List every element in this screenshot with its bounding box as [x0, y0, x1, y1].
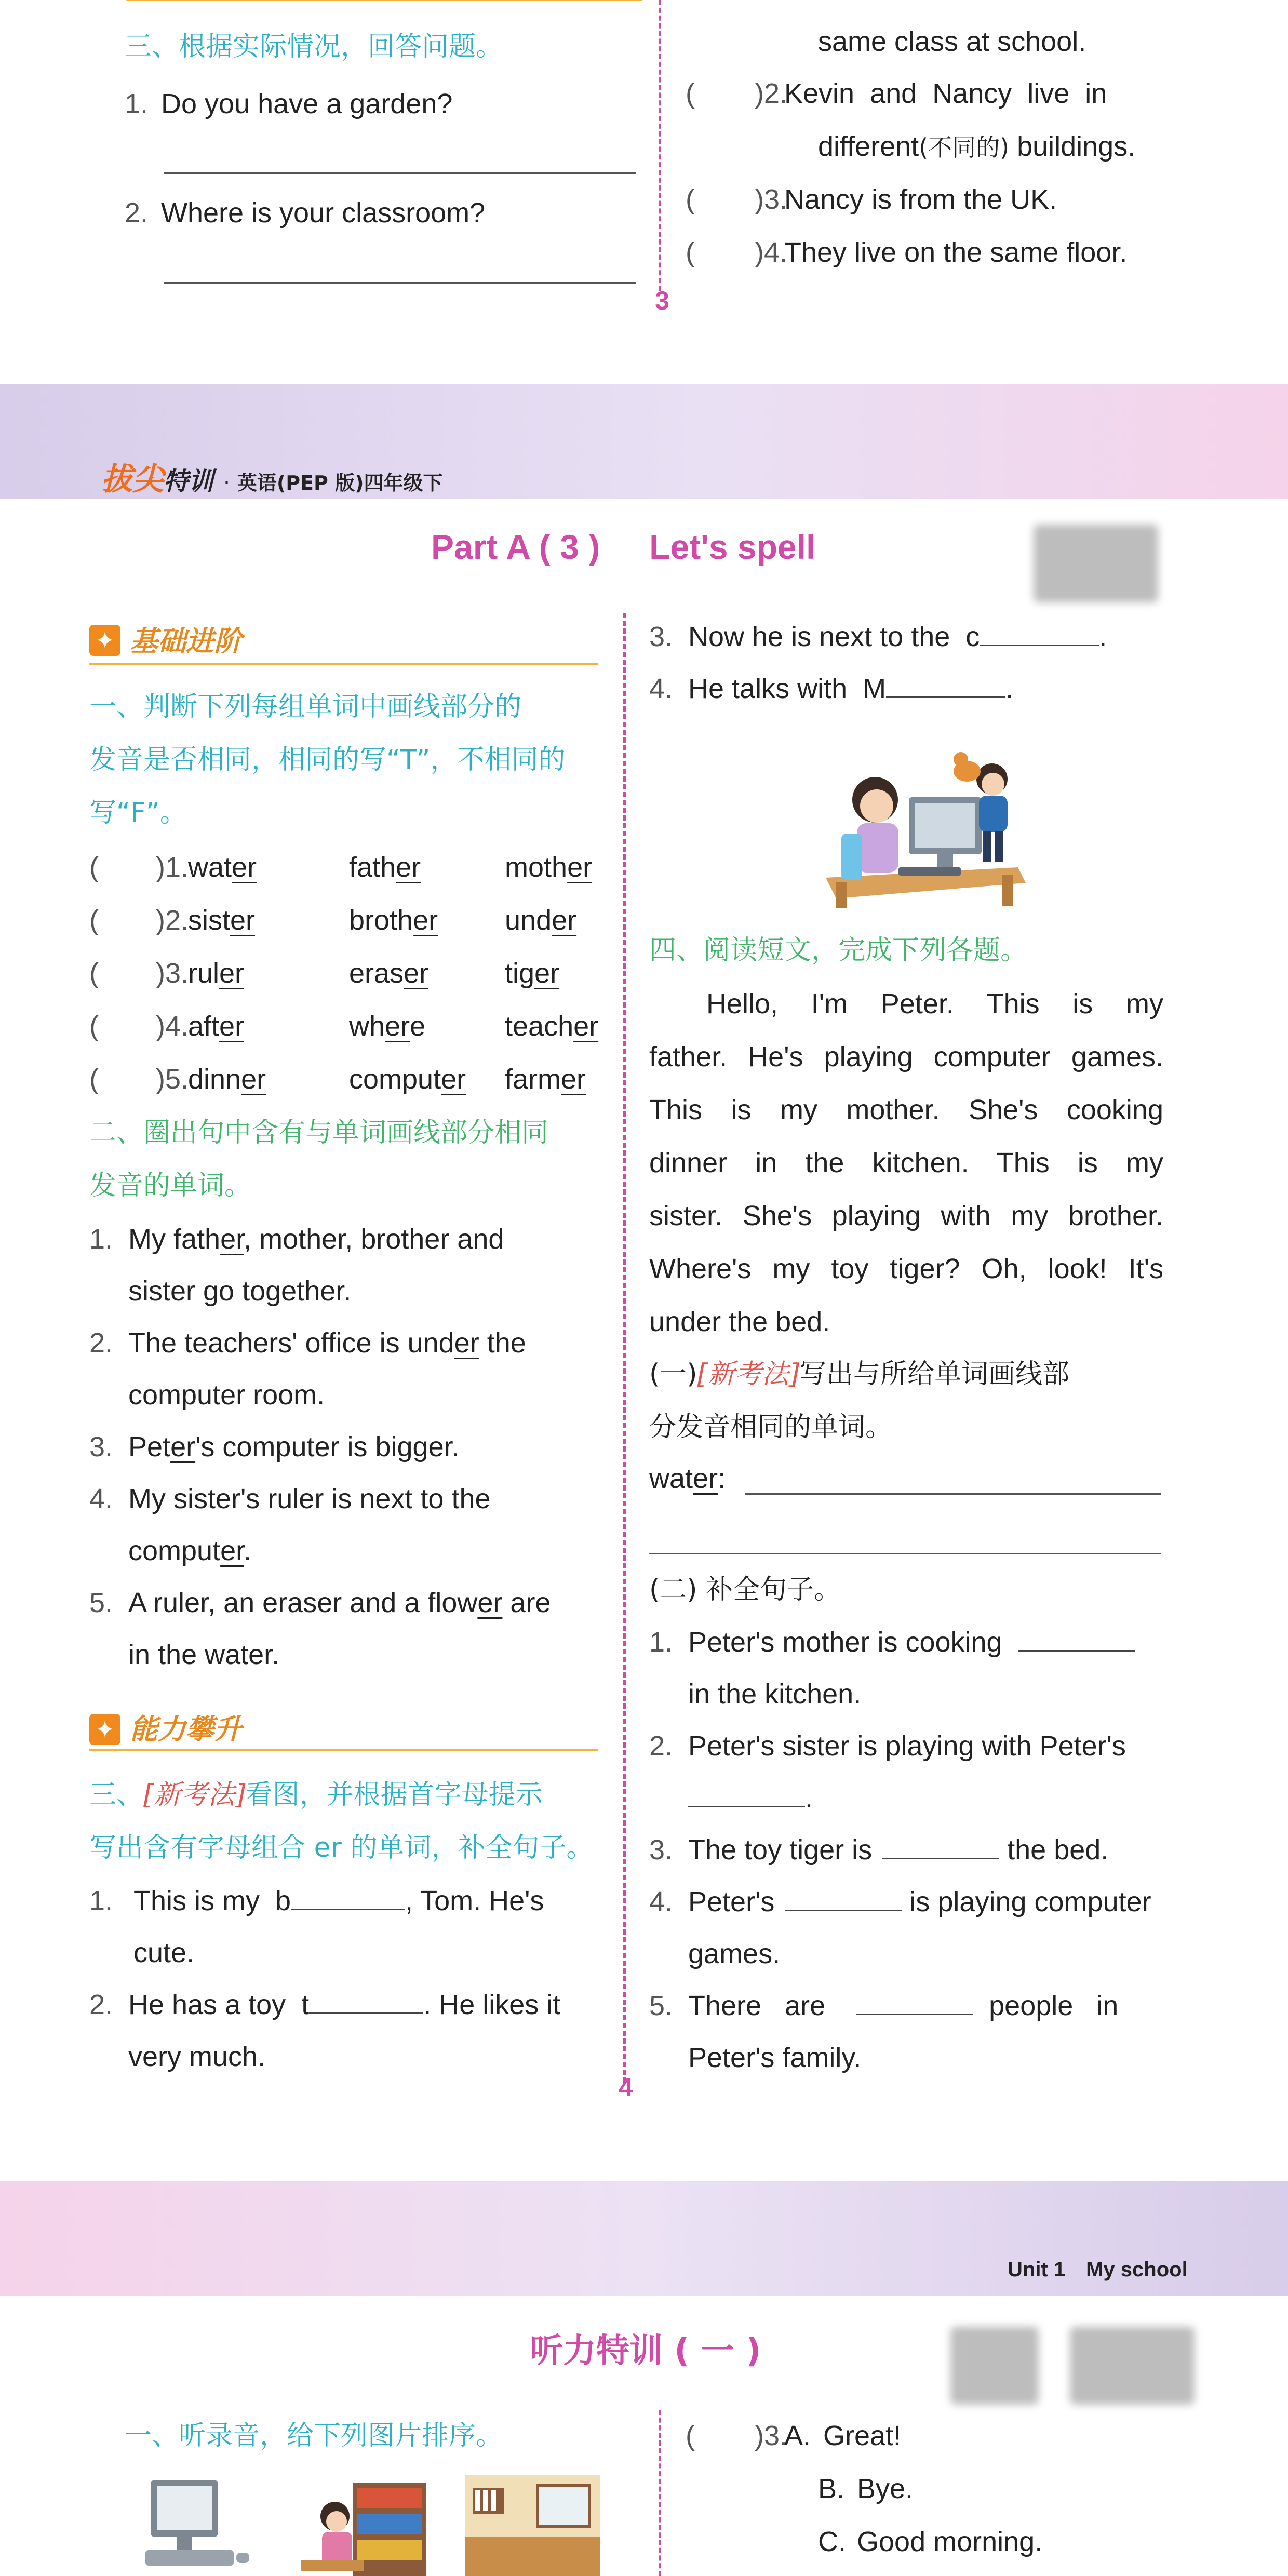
list-item: 2. Peter's sister is playing with Peter's: [649, 1730, 1126, 1762]
reading-line: sister. She's playing with my brother.: [649, 1200, 1163, 1231]
list-item: 2. The teachers' office is under the: [89, 1327, 526, 1359]
list-item-cont: very much.: [128, 2041, 266, 2072]
list-item: 3. Now he is next to the c .: [649, 621, 1107, 652]
fill-blank[interactable]: [886, 677, 1005, 698]
section3-title: 三、根据实际情况，回答问题。: [125, 31, 503, 62]
judge-row: ( )4.after where teacher: [89, 1011, 599, 1042]
list-item: 4. My sister's ruler is next to the: [89, 1483, 491, 1514]
section-ability-heading: 能力攀升: [130, 1713, 242, 1746]
section-header-underline: [125, 0, 644, 1]
section-ability-underline: [89, 1749, 598, 1751]
unit-label: Unit 1 My school: [1008, 2258, 1188, 2281]
water-prompt: water:: [649, 1463, 726, 1494]
reading-line: father. He's playing computer games.: [649, 1041, 1163, 1072]
judge-row: ( )5.dinner computer farmer: [89, 1064, 586, 1095]
list-item: 1. My father, mother, brother and: [89, 1224, 504, 1255]
column-divider: [659, 2410, 661, 2576]
list-item: 1. Peter's mother is cooking: [649, 1616, 1169, 1668]
fill-blank[interactable]: [1018, 1631, 1135, 1652]
answer-line-1[interactable]: [164, 172, 636, 174]
list-item: 2. He has a toy t . He likes it: [89, 1989, 561, 2020]
sub1-instructions: (一)[新考法]写出与所给单词画线部 分发音相同的单词。: [649, 1359, 1070, 1443]
list-item-cont: sister go together.: [128, 1276, 352, 1307]
reading-passage: [649, 977, 1163, 1348]
answer-line[interactable]: [649, 1553, 1161, 1554]
sec2-instructions: 二、圈出句中含有与单词画线部分相同 发音的单词。: [89, 1117, 549, 1201]
list-item: 5. A ruler, an eraser and a flower are: [89, 1587, 551, 1618]
reading-line: Hello, I'm Peter. This is my: [706, 988, 1163, 1019]
fill-sentences: [649, 1616, 1169, 2084]
qr-code-icon: [950, 2327, 1039, 2405]
sub2-instructions: (二) 补全句子。: [649, 1574, 841, 1605]
sec3-sentences: [89, 1875, 603, 2083]
option-c[interactable]: C. Good morning.: [818, 2526, 1043, 2557]
list-item: 4. He talks with M .: [649, 673, 1014, 704]
sec3-instructions: 三、[新考法]看图，并根据首字母提示 写出含有字母组合 er 的单词，补全句子。: [89, 1779, 594, 1863]
computer-picture: [140, 2477, 254, 2576]
reading-line: dinner in the kitchen. This is my: [649, 1147, 1163, 1178]
page-title: Part A ( 3 ) Let's spell: [431, 528, 816, 566]
tf-item-4: ( )4.They live on the same floor.: [686, 237, 1128, 268]
fill-blank[interactable]: [291, 1889, 405, 1910]
page-title: 听力特训 ( 一 ): [530, 2332, 761, 2370]
column-divider: [623, 613, 626, 2083]
fill-blank[interactable]: [309, 1993, 423, 2014]
list-item-cont: in the water.: [128, 1639, 280, 1670]
tf-item-2: ( )2.Kevin and Nancy live in: [686, 78, 1107, 109]
column-divider: [659, 0, 661, 291]
fill-blank[interactable]: [882, 1839, 999, 1859]
teachers-office-picture: [465, 2475, 600, 2576]
reading-line: Where's my toy tiger? Oh, look! It's: [649, 1253, 1163, 1284]
sec4-title: 四、阅读短文，完成下列各题。: [649, 935, 1028, 966]
tf-item-3: ( )3.Nancy is from the UK.: [686, 184, 1057, 215]
qr-code-icon: [1070, 2327, 1195, 2405]
sec1-instructions: 一、判断下列每组单词中画线部分的 发音是否相同，相同的写“T”，不相同的 写“F”。: [89, 691, 566, 828]
list-item: 4. Peter's is playing computer: [649, 1886, 1151, 1917]
fill-blank[interactable]: [688, 1787, 805, 1807]
list-item-cont: computer.: [128, 1535, 252, 1566]
option-b[interactable]: B. Bye.: [818, 2473, 914, 2504]
list-item-cont: games.: [688, 1938, 781, 1969]
section-basic-underline: [89, 663, 598, 665]
qr-code-icon: [1034, 525, 1158, 602]
list-item-cont: in the kitchen.: [688, 1679, 862, 1710]
running-figure-icon: ✦: [89, 625, 120, 656]
library-picture: [296, 2477, 431, 2576]
listening-sec1-title: 一、听录音，给下列图片排序。: [125, 2420, 503, 2451]
list-item-cont: Peter's family.: [688, 2042, 862, 2073]
fill-blank[interactable]: [856, 1994, 973, 2015]
list-item-cont: cute.: [133, 1937, 195, 1968]
girl-at-computer-illustration: [821, 748, 1028, 909]
climbing-figure-icon: ✦: [89, 1714, 120, 1745]
answer-line-2[interactable]: [164, 282, 636, 284]
list-item-cont: .: [649, 1772, 1169, 1824]
section-basic-heading: 基础进阶: [130, 625, 242, 658]
list-item: 1. This is my b , Tom. He's: [89, 1885, 544, 1916]
list-item-cont: computer room.: [128, 1379, 325, 1411]
judge-list: [89, 841, 598, 1106]
list-item: 3. The toy tiger is the bed.: [649, 1834, 1109, 1866]
tf-item-2-line2: different(不同的) buildings.: [818, 131, 1136, 162]
sec3-sentences-cont: [649, 611, 1169, 715]
judge-row: ( )3.ruler eraser tiger: [89, 958, 560, 989]
tf-1-continuation: same class at school.: [818, 26, 1086, 57]
fill-blank[interactable]: [785, 1890, 902, 1911]
sec2-sentences: [89, 1213, 603, 1681]
answer-line[interactable]: [745, 1493, 1161, 1495]
fill-blank[interactable]: [980, 625, 1099, 646]
page-number-3: 3: [655, 286, 669, 315]
book-brand: 拔尖特训 · 英语(PEP 版)四年级下: [101, 461, 443, 498]
judge-row: ( )2.sister brother under: [89, 905, 577, 936]
list-item: 3. Peter's computer is bigger.: [89, 1431, 460, 1463]
listening-q3: ( )3.A. Great!: [686, 2420, 902, 2451]
page-number-4: 4: [619, 2073, 633, 2102]
reading-line: under the bed.: [649, 1306, 830, 1337]
judge-row: ( )1.water father mother: [89, 852, 593, 883]
list-item: 5. There are people in: [649, 1990, 1119, 2021]
question-1: 1. Do you have a garden?: [125, 88, 453, 119]
reading-line: This is my mother. She's cooking: [649, 1094, 1163, 1125]
question-2: 2. Where is your classroom?: [125, 197, 486, 229]
